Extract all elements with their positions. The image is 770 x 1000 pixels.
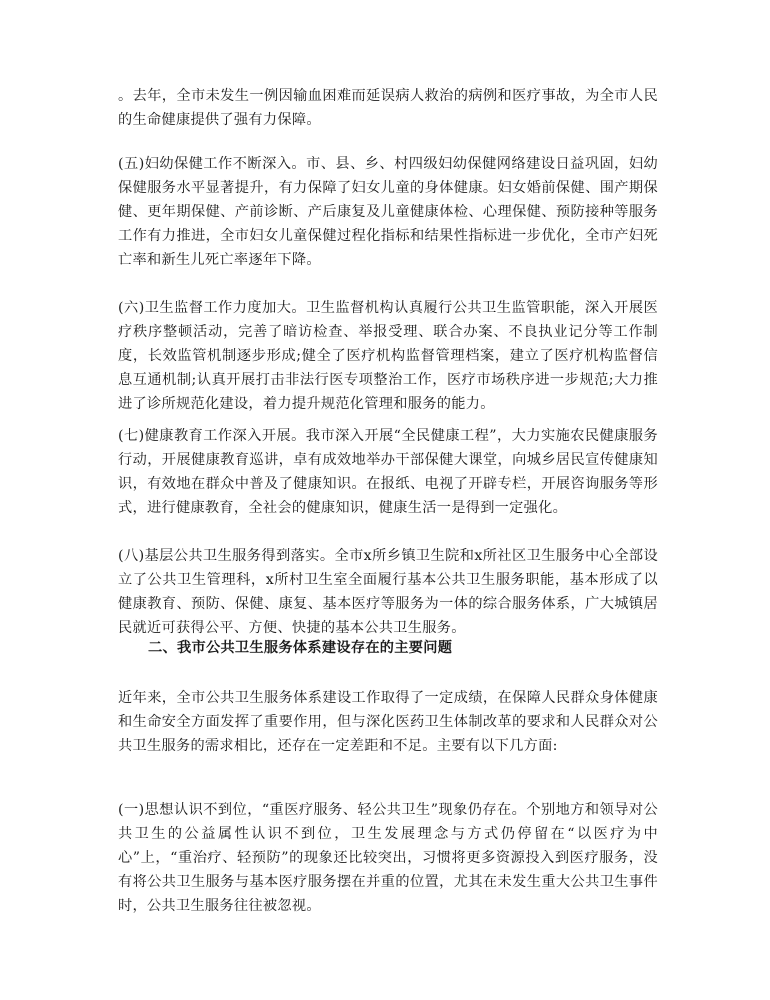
paragraph-health-supervision: (六)卫生监督工作力度加大。卫生监督机构认真履行公共卫生监管职能，深入开展医疗秩序整顿活动，完善了暗访检查、举报受理、联合办案、不良执业记分等工作制度，长效监管机制逐步形成;健全了医疗机构监督管理档案，建立了医疗机构监督信息互通机制;认真开展打击非法行医专项整治工作，医疗市场秩序进一步规范;大力推进了诊所规范化建设，着力提升规范化管理和服务的能力。 — [118, 300, 658, 412]
paragraph-grassroots-public-health: (八)基层公共卫生服务得到落实。全市x所乡镇卫生院和x所社区卫生服务中心全部设立了公共卫生管理科，x所村卫生室全面履行基本公共卫生服务职能，基本形成了以健康教育、预防、保健、康复、基本医疗等服务为一体的综合服务体系，广大城镇居民就近可获得公平、方便、快捷的基本公共卫生服务。 — [118, 548, 658, 636]
paragraph-ideological-awareness: (一)思想认识不到位，“重医疗服务、轻公共卫生”现象仍存在。个别地方和领导对公共卫生的公益属性认识不到位，卫生发展理念与方式仍停留在“以医疗为中心”上，“重治疗、轻预防”的现象还比较突出，习惯将更多资源投入到医疗服务，没有将公共卫生服务与基本医疗服务摆在并重的位置，尤其在未发生重大公共卫生事件时，公共卫生服务往往被忽视。 — [118, 802, 658, 914]
paragraph-health-education: (七)健康教育工作深入开展。我市深入开展“全民健康工程”，大力实施农民健康服务行动，开展健康教育巡讲，卓有成效地举办干部保健大课堂，向城乡居民宣传健康知识，有效地在群众中普及了健康知识。在报纸、电视了开辟专栏，开展咨询服务等形式，进行健康教育，全社会的健康知识，健康生活一是得到一定强化。 — [118, 428, 658, 516]
paragraph-maternal-child-health: (五)妇幼保健工作不断深入。市、县、乡、村四级妇幼保健网络建设日益巩固，妇幼保健服务水平显著提升，有力保障了妇女儿童的身体健康。妇女婚前保健、围产期保健、更年期保健、产前诊断、产后康复及儿童健康体检、心理保健、预防接种等服务工作有力推进，全市妇女儿童保健过程化指标和结果性指标进一步优化，全市产妇死亡率和新生儿死亡率逐年下降。 — [118, 156, 658, 268]
paragraph-problems-intro: 近年来，全市公共卫生服务体系建设工作取得了一定成绩，在保障人民群众身体健康和生命安全方面发挥了重要作用，但与深化医药卫生体制改革的要求和人民群众对公共卫生服务的需求相比，还存在一定差距和不足。主要有以下几方面: — [118, 690, 658, 754]
paragraph-blood-safety: 。去年，全市未发生一例因输血困难而延误病人救治的病例和医疗事故，为全市人民的生命健康提供了强有力保障。 — [118, 88, 658, 128]
section-heading-main-problems: 二、我市公共卫生服务体系建设存在的主要问题 — [148, 640, 453, 656]
